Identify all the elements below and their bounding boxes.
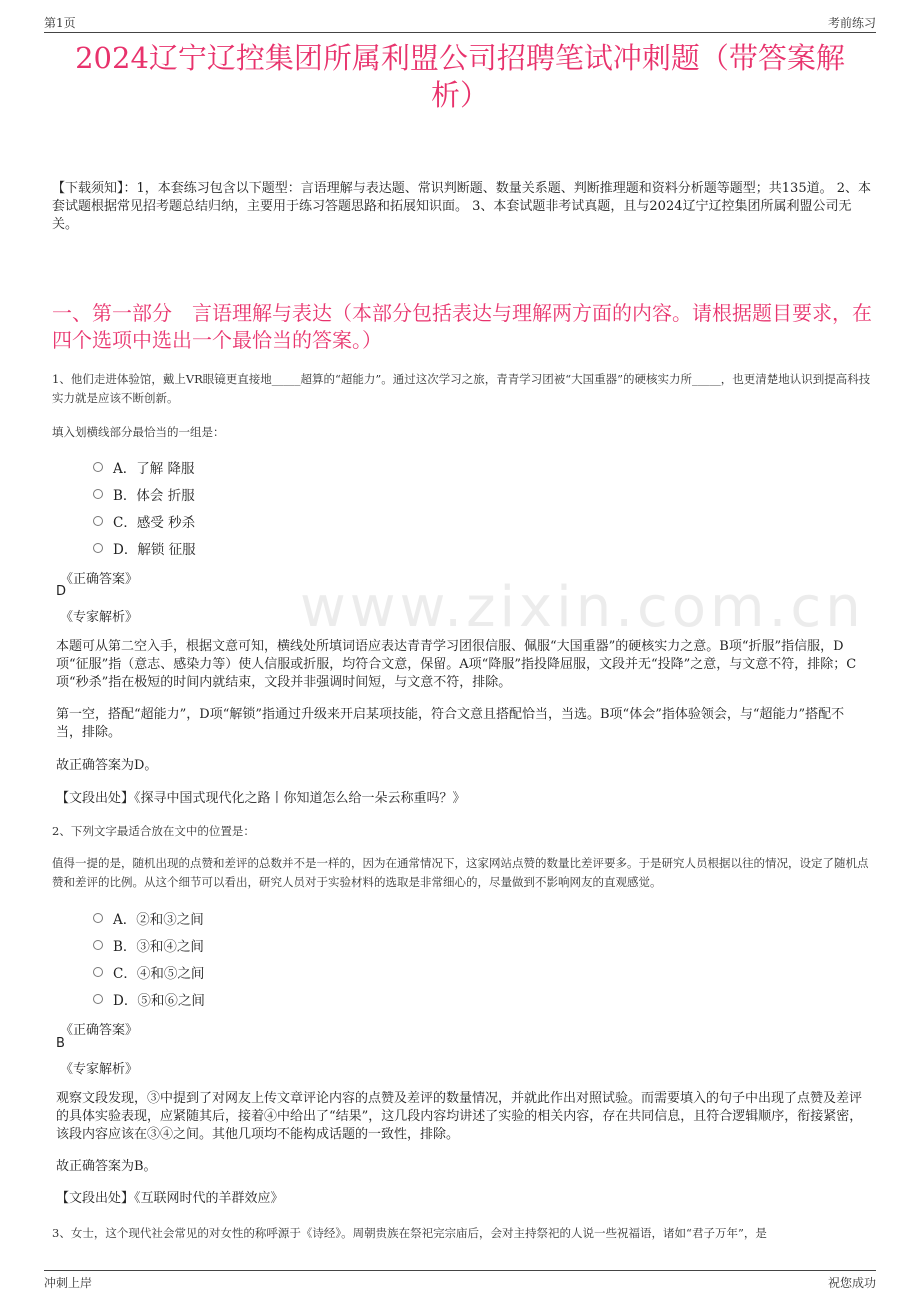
radio-icon[interactable] <box>93 516 103 526</box>
question-3-stem: 3、女士，这个现代社会常见的对女性的称呼源于《诗经》。周朝贵族在祭祀完宗庙后，会对主持祭祀的人说一些祝福语，诸如“君子万年”，是 <box>52 1226 767 1240</box>
analysis-paragraph: 观察文段发现，③中提到了对网友上传文章评论内容的点赞及差评的数量情况，并就此作出对照试验。而需要填入的句子中出现了点赞及差评的具体实验表现，应紧随其后，接着④中给出了“结果”，这几段内容均讲述了实验的相关内容，存在共同信息，且符合逻辑顺序，衔接紧密，该段内容应该在③④之间。其他几项均不能构成话题的一致性，排除。 <box>56 1091 863 1142</box>
option-a[interactable]: A．②和③之间 <box>93 904 205 931</box>
page-header <box>44 12 876 33</box>
question-2-passage: 值得一提的是，随机出现的点赞和差评的总数并不是一样的，因为在通常情况下，这家网站点赞的数量比差评要多。于是研究人员根据以往的情况，设定了随机点赞和差评的比例。从这个细节可以看出，研究人员对于实验材料的选取是非常细心的，尽量做到不影响网友的直观感觉。 <box>52 856 869 889</box>
correct-answer: D <box>56 584 67 599</box>
option-a[interactable]: A．了解 降服 <box>93 453 196 480</box>
analysis-paragraph: 本题可从第二空入手，根据文意可知，横线处所填词语应表达青青学习团很信服、佩服“大国重器”的硬核实力之意。B项“折服”指信服，D项“征服”指（意志、感染力等）使人信服或折服，均符合文意，保留。A项“降服”指投降屈服，文段并无“投降”之意，与文意不符，排除；C项“秒杀”指在极短的时间内就结束，文段并非强调时间短，与文意不符，排除。 <box>56 639 857 690</box>
radio-icon[interactable] <box>93 967 103 977</box>
footer-left: 冲刺上岸 <box>44 1276 93 1290</box>
question-2-options <box>93 904 205 1012</box>
radio-icon[interactable] <box>93 940 103 950</box>
question-1-stem: 1、他们走进体验馆，戴上VR眼镜更直接地_____超算的“超能力”。通过这次学习之旅，青青学习团被“大国重器”的硬核实力所_____，也更清楚地认识到提高科技实力就是应该不断创新。 <box>52 372 871 405</box>
watermark: www.zixin.com.cn <box>300 575 865 640</box>
option-c[interactable]: C．感受 秒杀 <box>93 507 196 534</box>
expert-analysis-label: 《专家解析》 <box>60 610 139 625</box>
question-2-stem: 2、下列文字最适合放在文中的位置是： <box>52 824 255 838</box>
option-c[interactable]: C．④和⑤之间 <box>93 958 205 985</box>
radio-icon[interactable] <box>93 489 103 499</box>
question-1-prompt: 填入划横线部分最恰当的一组是： <box>52 425 225 439</box>
document-title: 2024辽宁辽控集团所属利盟公司招聘笔试冲刺题（带答案解析） <box>75 41 845 112</box>
option-b[interactable]: B．体会 折服 <box>93 480 196 507</box>
radio-icon[interactable] <box>93 543 103 553</box>
analysis-paragraph: 第一空，搭配“超能力”，D项“解锁”指通过升级来开启某项技能，符合文意且搭配恰当，当选。B项“体会”指体验领会，与“超能力”搭配不当，排除。 <box>56 707 845 740</box>
page-number: 第1页 <box>44 16 76 30</box>
section-title: 一、第一部分 言语理解与表达（本部分包括表达与理解两方面的内容。请根据题目要求，在四个选项中选出一个最恰当的答案。） <box>52 301 872 352</box>
analysis-conclusion: 故正确答案为D。 <box>56 758 158 773</box>
source-citation: 【文段出处】《探寻中国式现代化之路丨你知道怎么给一朵云称重吗？》 <box>56 791 466 806</box>
radio-icon[interactable] <box>93 994 103 1004</box>
header-label: 考前练习 <box>827 16 876 30</box>
expert-analysis-label: 《专家解析》 <box>60 1062 139 1077</box>
page-footer <box>44 1270 876 1291</box>
source-citation: 【文段出处】《互联网时代的羊群效应》 <box>56 1191 284 1206</box>
download-notice: 【下载须知】：1，本套练习包含以下题型：言语理解与表达题、常识判断题、数量关系题、判断推理题和资料分析题等题型；共135道。 2、本套试题根据常见招考题总结归纳，主要用于练习答题思路和拓展知识面。 3、本套试题非考试真题，且与2024辽宁辽控集团所属利盟公司无关。 <box>52 181 871 232</box>
option-d[interactable]: D．解锁 征服 <box>93 534 196 561</box>
option-d[interactable]: D．⑤和⑥之间 <box>93 985 205 1012</box>
analysis-conclusion: 故正确答案为B。 <box>56 1159 157 1174</box>
correct-answer-label: 《正确答案》 <box>60 572 139 587</box>
question-1-options <box>93 453 196 561</box>
radio-icon[interactable] <box>93 913 103 923</box>
option-b[interactable]: B．③和④之间 <box>93 931 205 958</box>
radio-icon[interactable] <box>93 462 103 472</box>
correct-answer: B <box>56 1036 65 1051</box>
footer-right: 祝您成功 <box>827 1276 876 1290</box>
correct-answer-label: 《正确答案》 <box>60 1023 139 1038</box>
